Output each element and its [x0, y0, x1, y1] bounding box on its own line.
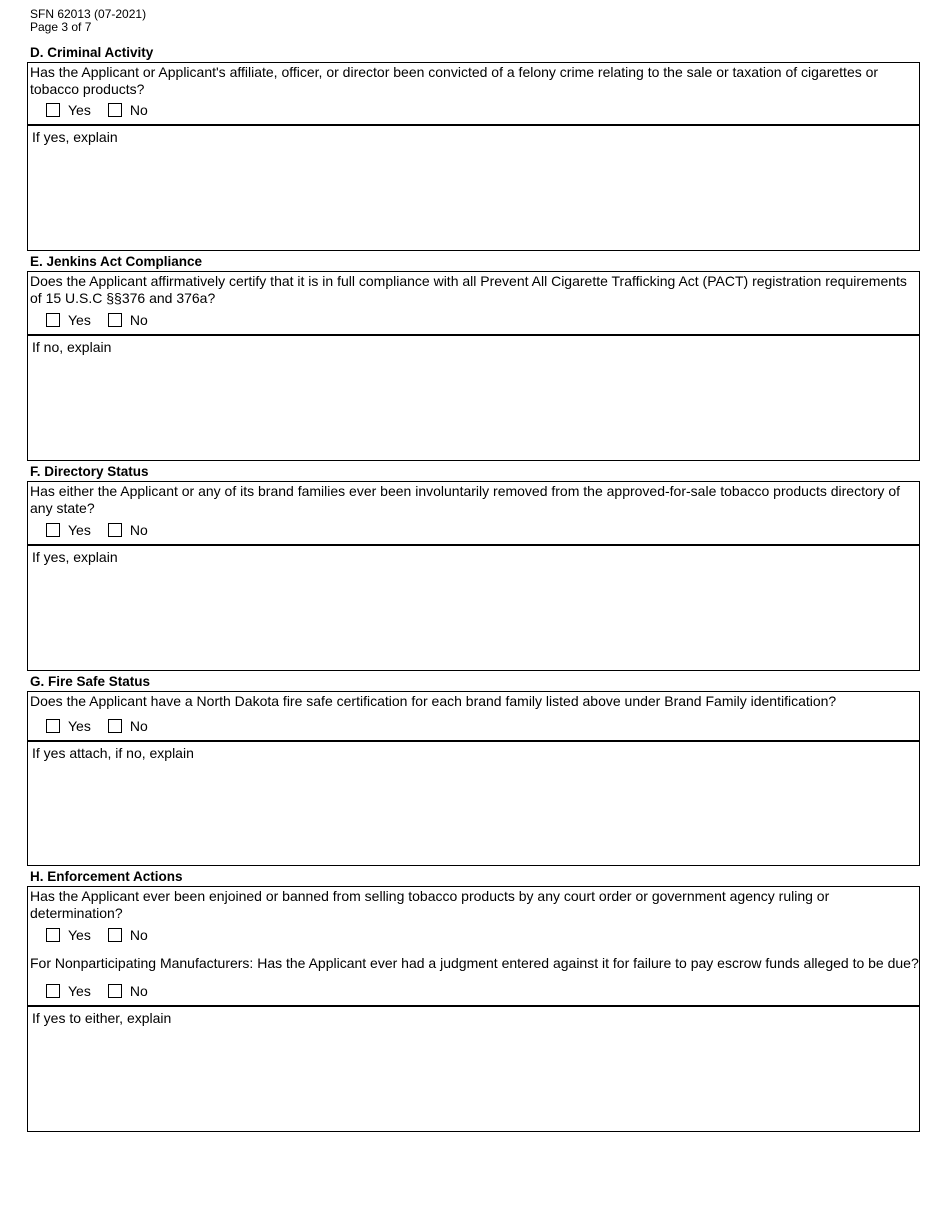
section-h-yes-checkbox[interactable]: [46, 928, 60, 942]
section-h-no-2-label: No: [129, 983, 148, 999]
section-g-no-label: No: [129, 718, 148, 734]
section-d-yes-checkbox[interactable]: [46, 103, 60, 117]
section-g-options: [46, 718, 165, 734]
section-g-no-checkbox[interactable]: [108, 719, 122, 733]
section-f-title: F. Directory Status: [30, 464, 149, 479]
section-h-yes-2-label: Yes: [68, 983, 91, 999]
section-h-title: H. Enforcement Actions: [30, 869, 183, 884]
section-h-question-box: [27, 886, 920, 1006]
section-d-title: D. Criminal Activity: [30, 45, 154, 60]
section-g-yes-label: Yes: [68, 718, 91, 734]
section-d-explain-field[interactable]: [27, 124, 920, 251]
section-g-yes-checkbox[interactable]: [46, 719, 60, 733]
section-h-no-checkbox[interactable]: [108, 928, 122, 942]
section-h-options-2: [46, 983, 165, 999]
section-f-no-label: No: [129, 522, 148, 538]
section-e-explain-label: If no, explain: [32, 339, 112, 355]
section-f-question-box: [27, 481, 920, 545]
section-g-explain-label: If yes attach, if no, explain: [32, 745, 194, 761]
section-g-question: Does the Applicant have a North Dakota fire safe certification for each brand family listed above under Brand Family identification?: [30, 693, 837, 709]
section-f-yes-checkbox[interactable]: [46, 523, 60, 537]
form-number: SFN 62013 (07-2021): [30, 7, 147, 21]
section-e-options: [46, 312, 165, 328]
section-d-question-box: [27, 62, 920, 126]
section-g-explain-field[interactable]: [27, 740, 920, 866]
section-e-yes-checkbox[interactable]: [46, 313, 60, 327]
section-d-explain-label: If yes, explain: [32, 129, 118, 145]
section-e-title: E. Jenkins Act Compliance: [30, 254, 203, 269]
section-d-yes-label: Yes: [68, 102, 91, 118]
form-header: [30, 8, 146, 34]
section-d-no-checkbox[interactable]: [108, 103, 122, 117]
section-e-no-label: No: [129, 312, 148, 328]
section-f-question: Has either the Applicant or any of its brand families ever been involuntarily removed from the approved-for-sale tobacco products directory of any state?: [30, 483, 900, 516]
section-e-question-box: [27, 271, 920, 335]
section-h-options: [46, 927, 165, 943]
section-h-no-2-checkbox[interactable]: [108, 984, 122, 998]
section-f-explain-field[interactable]: [27, 544, 920, 671]
section-h-question-2: For Nonparticipating Manufacturers: Has the Applicant ever had a judgment entered against it for failure to pay escrow funds alleged to be due?: [30, 955, 919, 971]
section-g-question-box: [27, 691, 920, 741]
section-d-options: [46, 102, 165, 118]
section-e-yes-label: Yes: [68, 312, 91, 328]
section-d-no-label: No: [129, 102, 148, 118]
section-h-yes-label: Yes: [68, 927, 91, 943]
section-d-question: Has the Applicant or Applicant's affiliate, officer, or director been convicted of a felony crime relating to the sale or taxation of cigarettes or tobacco products?: [30, 64, 879, 97]
page-number: Page 3 of 7: [30, 20, 92, 34]
section-e-no-checkbox[interactable]: [108, 313, 122, 327]
section-e-explain-field[interactable]: [27, 334, 920, 461]
section-f-explain-label: If yes, explain: [32, 549, 118, 565]
section-h-question: Has the Applicant ever been enjoined or banned from selling tobacco products by any court order or government agency ruling or determination?: [30, 888, 830, 921]
section-e-question: Does the Applicant affirmatively certify that it is in full compliance with all Prevent All Cigarette Trafficking Act (PACT) registration requirements of 15 U.S.C §§376 and 376a?: [30, 273, 907, 306]
section-h-no-label: No: [129, 927, 148, 943]
section-h-explain-field[interactable]: [27, 1005, 920, 1132]
section-h-explain-label: If yes to either, explain: [32, 1010, 172, 1026]
section-g-title: G. Fire Safe Status: [30, 674, 151, 689]
section-h-yes-2-checkbox[interactable]: [46, 984, 60, 998]
section-f-options: [46, 522, 165, 538]
section-f-yes-label: Yes: [68, 522, 91, 538]
section-f-no-checkbox[interactable]: [108, 523, 122, 537]
